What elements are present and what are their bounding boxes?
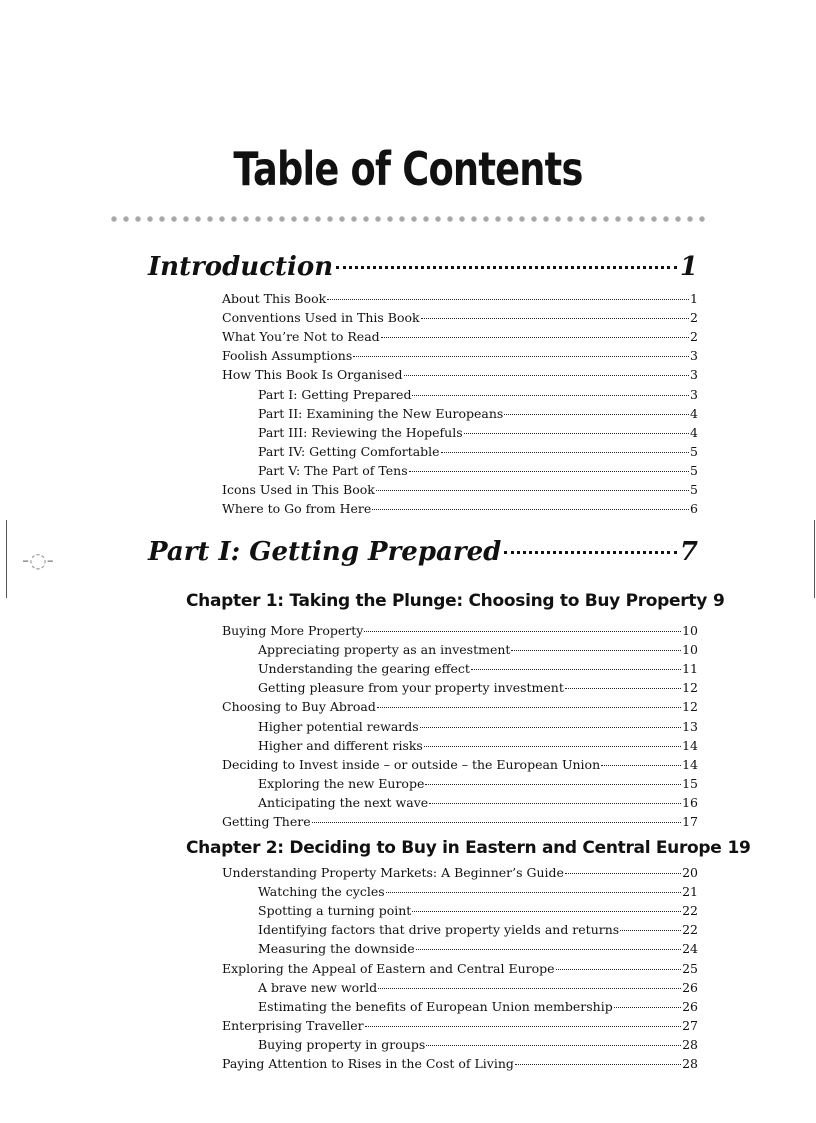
entry-title: A brave new world [258, 979, 378, 995]
toc-chapter-1[interactable] [186, 591, 725, 611]
dot-leader [416, 949, 681, 950]
toc-entry[interactable] [258, 999, 698, 1018]
toc-entry[interactable] [258, 903, 698, 922]
toc-entry[interactable] [222, 310, 698, 329]
dot-leader [429, 803, 681, 804]
entry-page-number: 25 [682, 960, 698, 976]
entry-page-number: 5 [690, 482, 698, 497]
dot-leader [421, 318, 689, 319]
toc-entry[interactable] [222, 348, 698, 367]
dot-leader [464, 433, 689, 434]
chapter-title: Chapter 1: Taking the Plunge: Choosing to Buy Property [186, 591, 707, 611]
toc-chapter-2[interactable] [186, 838, 751, 858]
dot-leader [515, 1064, 681, 1065]
dot-leader [565, 873, 681, 874]
dot-leader [426, 1045, 681, 1046]
dot-leader [381, 337, 689, 338]
entry-title: Measuring the downside [258, 941, 415, 957]
dot-leader [386, 892, 681, 893]
toc-entry[interactable] [222, 329, 698, 348]
toc-entry[interactable] [258, 980, 698, 999]
toc-entry[interactable] [222, 623, 698, 642]
dot-leader [601, 765, 681, 766]
crop-mark-right [814, 520, 815, 598]
dot-leader [412, 395, 689, 396]
entry-page-number: 28 [682, 1056, 698, 1071]
entry-page-number: 27 [682, 1017, 698, 1033]
toc-entry[interactable] [258, 1037, 698, 1056]
entry-page-number: 5 [690, 462, 698, 478]
toc-entry[interactable] [258, 444, 698, 463]
toc-entry[interactable] [258, 425, 698, 444]
dot-leader [377, 707, 681, 708]
toc-entry[interactable] [258, 661, 698, 680]
entry-title: Choosing to Buy Abroad [222, 699, 376, 715]
dot-leader [378, 988, 681, 989]
dot-leader [424, 746, 681, 747]
entry-page-number: 13 [682, 718, 698, 734]
dot-leader [312, 822, 681, 823]
entry-title: Enterprising Traveller [222, 1017, 364, 1033]
dot-leader [404, 375, 690, 376]
entry-title: About This Book [222, 291, 327, 306]
entry-title: Spotting a turning point [258, 903, 412, 919]
entry-title: Appreciating property as an investment [258, 642, 511, 658]
entry-title: Watching the cycles [258, 884, 385, 900]
entry-title: Deciding to Invest inside – or outside – the European Union [222, 756, 601, 772]
dot-leader [336, 266, 677, 269]
entry-title: Getting pleasure from your property investment [258, 680, 564, 696]
entry-page-number: 22 [682, 922, 698, 938]
entry-page-number: 11 [682, 661, 698, 677]
entry-title: Estimating the benefits of European Union membership [258, 998, 613, 1014]
crop-mark-left [6, 520, 7, 598]
entry-page-number: 28 [682, 1036, 698, 1052]
entry-page-number: 14 [682, 756, 698, 772]
entry-page-number: 6 [690, 501, 698, 517]
toc-entry[interactable] [222, 482, 698, 501]
toc-entry[interactable] [258, 922, 698, 941]
dot-leader [420, 727, 681, 728]
toc-part-introduction[interactable] [148, 252, 698, 282]
part-title: Part I: Getting Prepared [148, 537, 502, 567]
entry-title: Exploring the Appeal of Eastern and Central Europe [222, 960, 555, 976]
entry-title: What You’re Not to Read [222, 329, 380, 345]
toc-entry[interactable] [258, 738, 698, 757]
toc-entry[interactable] [222, 699, 698, 718]
toc-entry[interactable] [258, 795, 698, 814]
toc-entry[interactable] [222, 291, 698, 310]
entry-title: Foolish Assumptions [222, 348, 353, 364]
entry-page-number: 24 [682, 941, 698, 957]
page-title: Table of Contents [233, 142, 583, 196]
entry-title: Buying property in groups [258, 1036, 426, 1052]
toc-entry[interactable] [258, 719, 698, 738]
toc-entry[interactable] [258, 776, 698, 795]
toc-entry[interactable] [222, 1018, 698, 1037]
registration-mark-icon: -◌- [22, 548, 54, 572]
dot-leader [565, 688, 681, 689]
entry-page-number: 12 [682, 699, 698, 715]
toc-entry[interactable] [222, 757, 698, 776]
toc-entry[interactable] [258, 884, 698, 903]
entry-page-number: 14 [682, 737, 698, 753]
chapter-title: Chapter 2: Deciding to Buy in Eastern and Central Europe [186, 838, 722, 858]
dot-leader [504, 551, 677, 554]
entry-title: Paying Attention to Rises in the Cost of Living [222, 1056, 514, 1071]
entry-title: Anticipating the next wave [258, 794, 429, 810]
dot-leader [327, 299, 689, 300]
entry-page-number: 2 [690, 329, 698, 345]
entry-title: Part II: Examining the New Europeans [258, 405, 504, 421]
toc-entry[interactable] [258, 387, 698, 406]
dot-leader [556, 969, 682, 970]
dot-leader [365, 1026, 682, 1027]
entry-page-number: 17 [682, 814, 698, 829]
entry-page-number: 4 [690, 424, 698, 440]
entry-page-number: 3 [690, 348, 698, 364]
entry-page-number: 26 [682, 979, 698, 995]
entry-title: Part V: The Part of Tens [258, 462, 408, 478]
entry-page-number: 10 [682, 642, 698, 658]
entry-page-number: 2 [690, 310, 698, 326]
dot-leader [511, 650, 681, 651]
entry-title: Conventions Used in This Book [222, 310, 420, 326]
entry-page-number: 20 [682, 865, 698, 880]
entry-title: Part III: Reviewing the Hopefuls [258, 424, 463, 440]
entry-page-number: 12 [682, 680, 698, 696]
entry-title: Part IV: Getting Comfortable [258, 443, 440, 459]
entry-title: Buying More Property [222, 623, 364, 638]
dot-leader [412, 911, 681, 912]
entry-title: Where to Go from Here [222, 501, 372, 517]
dot-leader [441, 452, 689, 453]
toc-entry[interactable] [222, 1056, 698, 1075]
dot-leader [376, 490, 689, 491]
entry-page-number: 26 [682, 998, 698, 1014]
toc-entry[interactable] [222, 501, 698, 520]
entry-title: Getting There [222, 814, 311, 829]
entry-page-number: 21 [682, 884, 698, 900]
entry-page-number: 1 [690, 291, 698, 306]
toc-entry[interactable] [258, 642, 698, 661]
toc-entry[interactable] [222, 814, 698, 833]
dot-leader [504, 414, 689, 415]
entry-title: Understanding Property Markets: A Beginner’s Guide [222, 865, 564, 880]
entry-page-number: 4 [690, 405, 698, 421]
chapter-page-number: 19 [727, 838, 751, 858]
entry-title: Icons Used in This Book [222, 482, 375, 497]
dot-leader [364, 631, 681, 632]
chapter-page-number: 9 [712, 591, 725, 611]
entry-title: Higher potential rewards [258, 718, 419, 734]
toc-entry[interactable] [258, 406, 698, 425]
entry-page-number: 10 [682, 623, 698, 638]
toc-entry[interactable] [258, 680, 698, 699]
entry-title: Part I: Getting Prepared [258, 386, 412, 402]
dot-leader [372, 509, 689, 510]
toc-part-1[interactable] [148, 537, 698, 567]
part-page-number: 1 [679, 252, 698, 282]
entry-title: Exploring the new Europe [258, 775, 425, 791]
part-page-number: 7 [679, 537, 698, 567]
toc-entry[interactable] [222, 865, 698, 884]
entry-title: How This Book Is Organised [222, 367, 403, 383]
toc-entry[interactable] [222, 367, 698, 386]
entry-page-number: 16 [682, 794, 698, 810]
entry-title: Higher and different risks [258, 737, 423, 753]
entry-page-number: 22 [682, 903, 698, 919]
toc-entry[interactable] [258, 463, 698, 482]
entry-title: Understanding the gearing effect [258, 661, 470, 677]
dot-leader [471, 669, 681, 670]
dot-leader [353, 356, 689, 357]
toc-entry[interactable] [222, 961, 698, 980]
entry-page-number: 3 [690, 386, 698, 402]
toc-entry[interactable] [258, 941, 698, 960]
dot-leader [425, 784, 681, 785]
part-title: Introduction [148, 252, 334, 282]
dot-leader [409, 471, 689, 472]
entry-title: Identifying factors that drive property yields and returns [258, 922, 620, 938]
dot-leader [614, 1007, 681, 1008]
decorative-dot-divider [108, 212, 708, 226]
entry-page-number: 15 [682, 775, 698, 791]
entry-page-number: 3 [690, 367, 698, 383]
dot-leader [620, 930, 681, 931]
entry-page-number: 5 [690, 443, 698, 459]
